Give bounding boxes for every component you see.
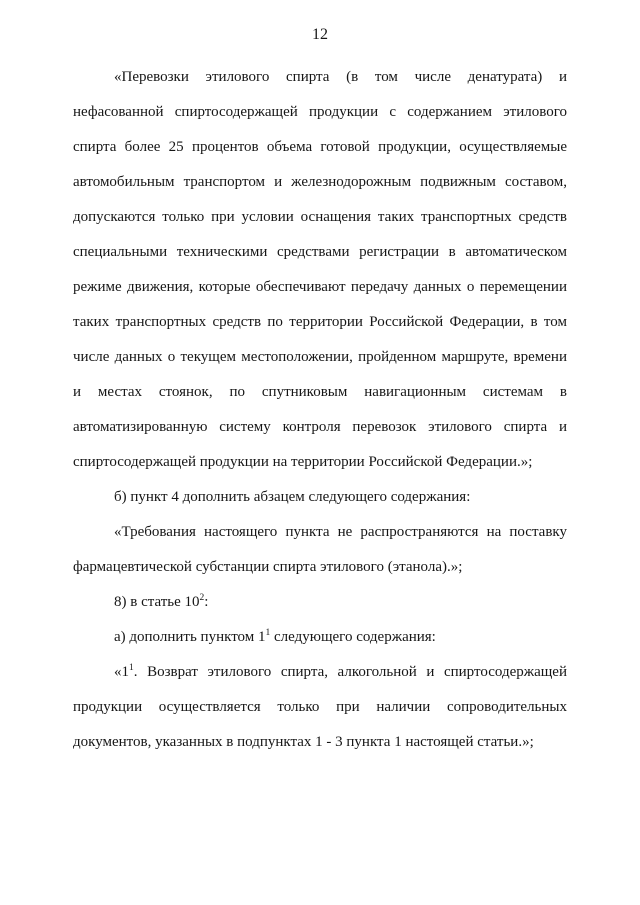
paragraph-item-8 (73, 585, 567, 620)
paragraph-return-rule (73, 655, 567, 760)
text-line: автоматизированную систему контроля перевозок этилового спирта и (73, 419, 567, 435)
text-line: документов, указанных в подпунктах 1 - 3 пункта 1 настоящей статьи.»; (73, 734, 534, 750)
text-line: «Перевозки этилового спирта (в том числе денатурата) и (114, 69, 567, 85)
paragraph-pharma-exception (73, 515, 567, 585)
document-body (73, 60, 567, 760)
text-line: числе данных о текущем местоположении, пройденном маршруте, времени (73, 349, 567, 365)
page-number: 12 (312, 26, 328, 43)
paragraph-item-a (73, 620, 567, 655)
text-line: таких транспортных средств по территории Российской Федерации, в том (73, 314, 567, 330)
text-line: 8) в статье $10^2$: (114, 593, 209, 610)
text-line: специальными техническими средствами регистрации в автоматическом (73, 244, 567, 260)
text-line: а) дополнить пунктом $1^1$ следующего содержания: (114, 628, 436, 645)
text-line: «Требования настоящего пункта не распространяются на поставку (114, 524, 567, 540)
text-line: спирта более 25 процентов объема готовой продукции, осуществляемые (73, 139, 567, 155)
paragraph-transport-requirements (73, 60, 567, 480)
text-line: «$1^1$. Возврат этилового спирта, алкогольной и спиртосодержащей (114, 663, 567, 680)
text-line: режиме движения, которые обеспечивают передачу данных о перемещении (73, 279, 567, 295)
superscript: 1 (265, 628, 271, 638)
text-line: б) пункт 4 дополнить абзацем следующего содержания: (114, 489, 471, 505)
text-line: допускаются только при условии оснащения таких транспортных средств (73, 209, 567, 225)
text-line: нефасованной спиртосодержащей продукции с содержанием этилового (73, 104, 567, 120)
superscript: 2 (199, 593, 205, 603)
text-line: автомобильным транспортом и железнодорожным подвижным составом, (73, 174, 567, 190)
text-line: и местах стоянок, по спутниковым навигационным системам в (73, 384, 567, 400)
superscript: 1 (129, 663, 134, 673)
paragraph-item-b (73, 480, 567, 515)
text-line: спиртосодержащей продукции на территории Российской Федерации.»; (73, 454, 533, 470)
text-line: фармацевтической субстанции спирта этилового (этанола).»; (73, 559, 463, 575)
text-line: продукции осуществляется только при наличии сопроводительных (73, 699, 567, 715)
